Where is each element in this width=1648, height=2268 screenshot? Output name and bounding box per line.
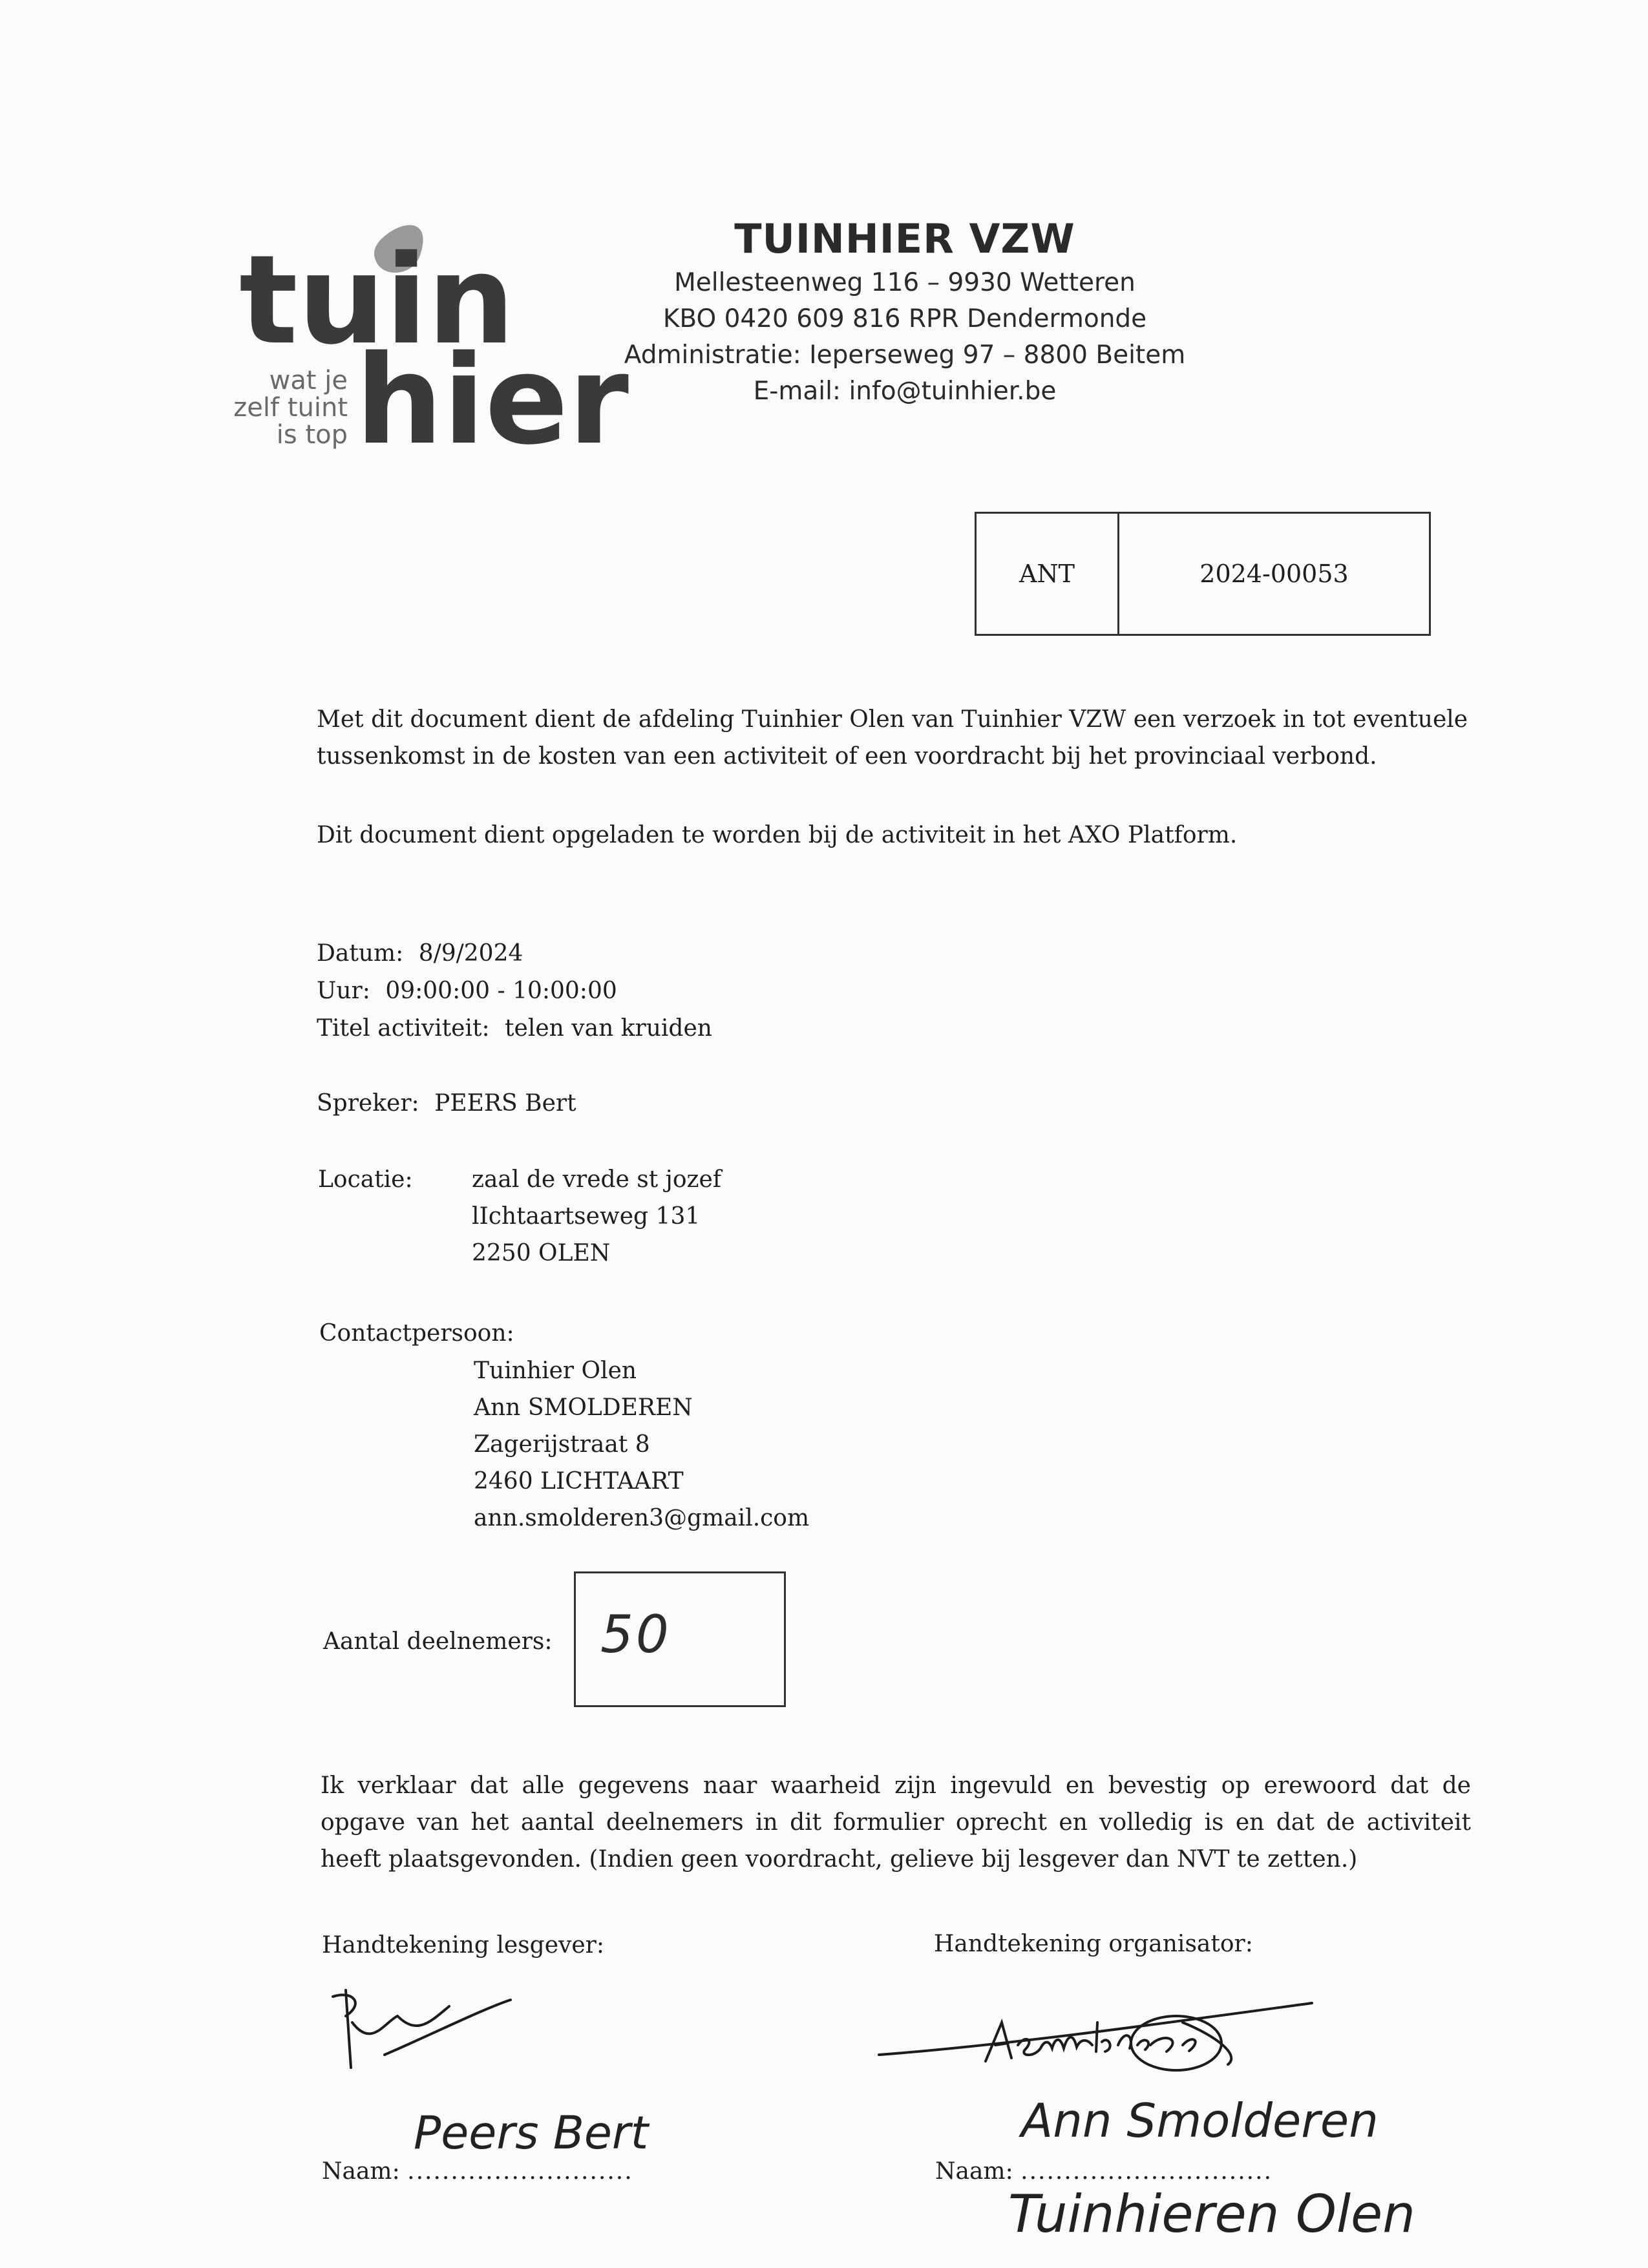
reference-number: 2024-00053: [1199, 560, 1349, 588]
reference-code: ANT: [977, 514, 1119, 634]
participants-box: [574, 1571, 786, 1707]
participants-value: 50: [600, 1604, 671, 1664]
organizer-handwritten-org: Tuinhieren Olen: [1008, 2184, 1415, 2244]
speaker-label: Spreker:: [317, 1090, 419, 1117]
location-line: 2250 OLEN: [472, 1240, 611, 1266]
contact-line: Zagerijstraat 8: [474, 1431, 650, 1458]
org-address: Mellesteenweg 116 – 9930 Wetteren: [674, 268, 1136, 297]
org-email: E-mail: info@tuinhier.be: [753, 377, 1057, 406]
organization-header: [582, 213, 1228, 410]
date-value: 8/9/2024: [418, 940, 523, 967]
title-row: [317, 1010, 1286, 1047]
organizer-signature-label: Handtekening organisator:: [934, 1931, 1253, 1957]
contact-label: Contactpersoon:: [319, 1320, 514, 1347]
org-name: TUINHIER VZW: [734, 215, 1075, 262]
org-kbo: KBO 0420 609 816 RPR Dendermonde: [662, 304, 1147, 333]
title-label: Titel activiteit:: [317, 1015, 490, 1042]
logo-tagline-2: zelf tuint: [233, 393, 348, 423]
tuinhier-logo: [233, 220, 629, 472]
activity-details: [317, 935, 1286, 1122]
logo-word-bottom: hier: [355, 329, 629, 472]
location-label: Locatie:: [318, 1166, 413, 1193]
org-administration: Administratie: Ieperseweg 97 – 8800 Beitem: [624, 341, 1186, 370]
logo-graphic: [233, 220, 629, 472]
contact-line: 2460 LICHTAART: [474, 1468, 684, 1495]
location-line: lIchtaartseweg 131: [472, 1203, 701, 1230]
logo-tagline-1: wat je: [269, 366, 348, 395]
organizer-name-label: Naam:: [935, 2158, 1013, 2185]
teacher-handwritten-name: Peers Bert: [414, 2106, 649, 2159]
contact-line: ann.smolderen3@gmail.com: [474, 1505, 810, 1531]
teacher-signature-label: Handtekening lesgever:: [322, 1932, 604, 1958]
time-row: [317, 972, 1286, 1010]
date-row: [317, 935, 1286, 972]
reference-box: [975, 512, 1431, 636]
logo-word-top: tuin: [239, 229, 515, 372]
location-lines: [472, 1161, 721, 1272]
teacher-name-label: Naam:: [322, 2158, 400, 2185]
contact-lines: [474, 1352, 809, 1537]
contact-line: Ann SMOLDEREN: [474, 1394, 693, 1421]
intro-paragraph-2: Dit document dient opgeladen te worden bij de activiteit in het AXO Platform.: [317, 822, 1238, 848]
organizer-name-dots: .............................: [1020, 2158, 1273, 2185]
teacher-name-dots: ..........................: [407, 2158, 633, 2185]
speaker-row: [317, 1085, 1286, 1122]
title-value: telen van kruiden: [505, 1015, 712, 1042]
contact-line: Tuinhier Olen: [474, 1358, 637, 1384]
time-value: 09:00:00 - 10:00:00: [385, 978, 617, 1004]
intro-paragraph-1: Met dit document dient de afdeling Tuinhier Olen van Tuinhier VZW een verzoek in tot eventuele tussenkomst in de kosten van een activiteit of een voordracht bij het provinciaal verbond.: [317, 706, 1468, 770]
location-line: zaal de vrede st jozef: [472, 1166, 722, 1193]
participants-label: Aantal deelnemers:: [323, 1628, 553, 1655]
time-label: Uur:: [317, 978, 370, 1004]
teacher-signature: [326, 1977, 520, 2074]
logo-tagline-3: is top: [276, 420, 348, 450]
declaration-text: Ik verklaar dat alle gegevens naar waarheid zijn ingevuld en bevestig op erewoord dat de opgave van het aantal deelnemers in dit formulier oprecht en volledig is en dat de activiteit heeft plaatsgevonden. (Indien geen voordracht, gelieve bij lesgever dan NVT te zetten.): [321, 1772, 1471, 1873]
speaker-value: PEERS Bert: [434, 1090, 576, 1117]
organizer-signature: [879, 1984, 1318, 2081]
organizer-handwritten-name: Ann Smolderen: [1021, 2094, 1379, 2148]
date-label: Datum:: [317, 940, 404, 967]
